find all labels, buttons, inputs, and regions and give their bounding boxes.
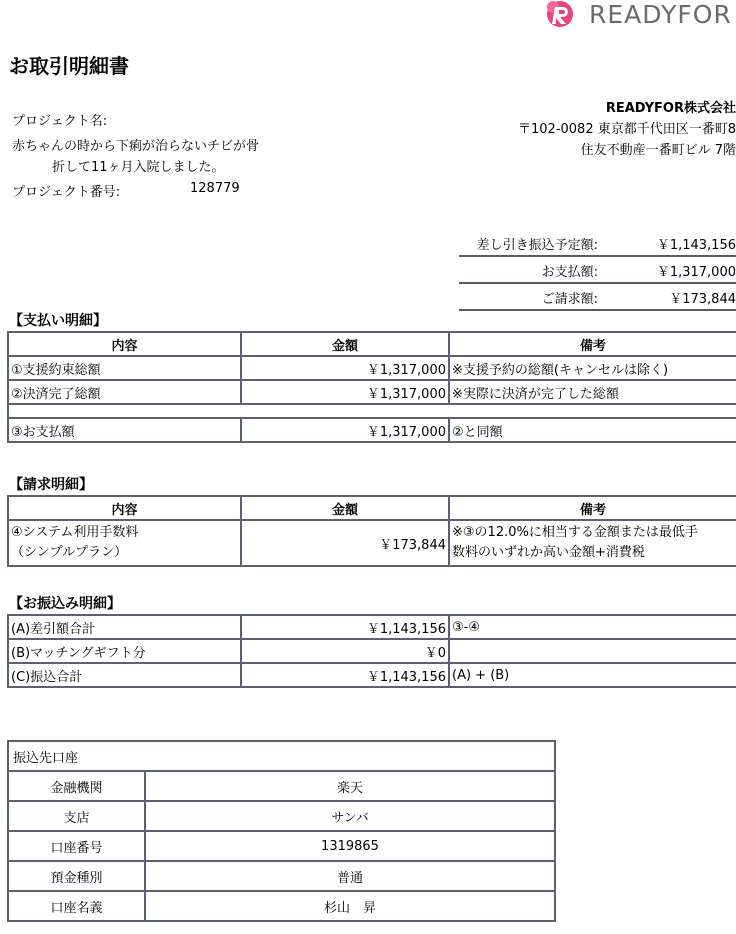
note-cell: ②と同額 — [449, 418, 736, 442]
table-row — [8, 520, 736, 566]
amount-cell: ￥1,143,156 — [241, 663, 449, 687]
table-row — [8, 861, 555, 891]
column-header: 金額 — [241, 496, 449, 520]
table-spacer-row — [8, 404, 736, 418]
project-name-line2: 折して11ヶ月入院しました。 — [52, 160, 225, 175]
bank-label-cell: 預金種別 — [8, 861, 145, 891]
table-row — [8, 831, 555, 861]
table-row — [8, 380, 736, 404]
summary-row — [459, 232, 736, 257]
table-row — [8, 771, 555, 801]
amount-cell: ￥1,143,156 — [241, 615, 449, 639]
item-line: （シンプルプラン） — [11, 545, 128, 560]
item-line: ④システム利用手数料 — [11, 525, 139, 540]
readyfor-logo-icon — [543, 0, 577, 28]
payment-section-title: 【支払い明細】 — [9, 313, 107, 329]
company-name: READYFOR株式会社 — [605, 101, 736, 116]
bank-value-cell: 1319865 — [145, 831, 555, 861]
item-cell: ②決済完了総額 — [8, 380, 241, 404]
table-row — [8, 639, 736, 663]
table-row — [8, 891, 555, 921]
amount-cell: ￥1,317,000 — [241, 380, 449, 404]
bank-value-cell: 普通 — [145, 861, 555, 891]
summary-label: ご請求額: — [541, 292, 598, 307]
item-cell: (C)振込合計 — [8, 663, 241, 687]
table-row — [8, 356, 736, 380]
bank-label-cell: 口座番号 — [8, 831, 145, 861]
note-line: ※③の12.0%に相当する金額または最低手 — [452, 525, 698, 540]
summary-value: ￥1,317,000 — [656, 265, 736, 280]
summary-label: お支払額: — [541, 265, 598, 280]
item-cell: ③お支払額 — [8, 418, 241, 442]
bank-title-row — [8, 741, 555, 771]
column-header: 備考 — [449, 332, 736, 356]
column-header: 金額 — [241, 332, 449, 356]
bank-value-cell: 楽天 — [145, 771, 555, 801]
transfer-table — [7, 614, 736, 688]
project-number-label: プロジェクト番号: — [12, 185, 121, 200]
column-header: 内容 — [8, 332, 241, 356]
note-cell — [449, 639, 736, 663]
table-row — [8, 663, 736, 687]
table-row — [8, 801, 555, 831]
bank-label-cell: 支店 — [8, 801, 145, 831]
note-cell — [449, 520, 736, 566]
bank-title: 振込先口座 — [8, 741, 555, 771]
bank-value-cell: サンバ — [145, 801, 555, 831]
amount-cell: ￥1,317,000 — [241, 418, 449, 442]
project-number: 128779 — [190, 181, 240, 196]
summary-label: 差し引き振込予定額: — [476, 238, 598, 253]
amount-cell: ￥1,317,000 — [241, 356, 449, 380]
company-address: 〒102-0082 東京都千代田区一番町8 — [518, 122, 736, 137]
page-title: お取引明細書 — [9, 54, 129, 78]
note-cell: ※実際に決済が完了した総額 — [449, 380, 736, 404]
column-header: 内容 — [8, 496, 241, 520]
bank-account-table — [7, 740, 556, 922]
item-cell: ①支援約束総額 — [8, 356, 241, 380]
transfer-section-title: 【お振込み明細】 — [9, 596, 121, 612]
item-cell — [8, 520, 241, 566]
note-cell: (A) + (B) — [449, 663, 736, 687]
amount-cell: ￥0 — [241, 639, 449, 663]
note-line: 数料のいずれか高い金額+消費税 — [452, 545, 645, 560]
note-cell: ※支援予約の総額(キャンセルは除く) — [449, 356, 736, 380]
project-name-label: プロジェクト名: — [12, 114, 108, 129]
note-cell: ③-④ — [449, 615, 736, 639]
item-cell: (A)差引額合計 — [8, 615, 241, 639]
summary-value: ￥173,844 — [669, 292, 736, 307]
table-row — [8, 418, 736, 442]
payment-table — [7, 331, 736, 443]
readyfor-logo — [543, 0, 736, 30]
bank-label-cell: 金融機関 — [8, 771, 145, 801]
project-name-line1: 赤ちゃんの時から下痢が治らないチビが骨 — [12, 139, 260, 154]
brand-name: READYFOR — [589, 0, 732, 29]
table-header-row — [8, 332, 736, 356]
bank-label-cell: 口座名義 — [8, 891, 145, 921]
table-header-row — [8, 496, 736, 520]
summary-block — [459, 232, 736, 313]
table-row — [8, 615, 736, 639]
billing-section-title: 【請求明細】 — [9, 477, 93, 493]
company-building: 住友不動産一番町ビル 7階 — [580, 143, 736, 158]
summary-row — [459, 259, 736, 284]
item-cell: (B)マッチングギフト分 — [8, 639, 241, 663]
amount-cell: ￥173,844 — [241, 520, 449, 566]
bank-value-cell: 杉山 昇 — [145, 891, 555, 921]
summary-row — [459, 286, 736, 311]
summary-value: ￥1,143,156 — [656, 238, 736, 253]
column-header: 備考 — [449, 496, 736, 520]
billing-table — [7, 495, 736, 567]
